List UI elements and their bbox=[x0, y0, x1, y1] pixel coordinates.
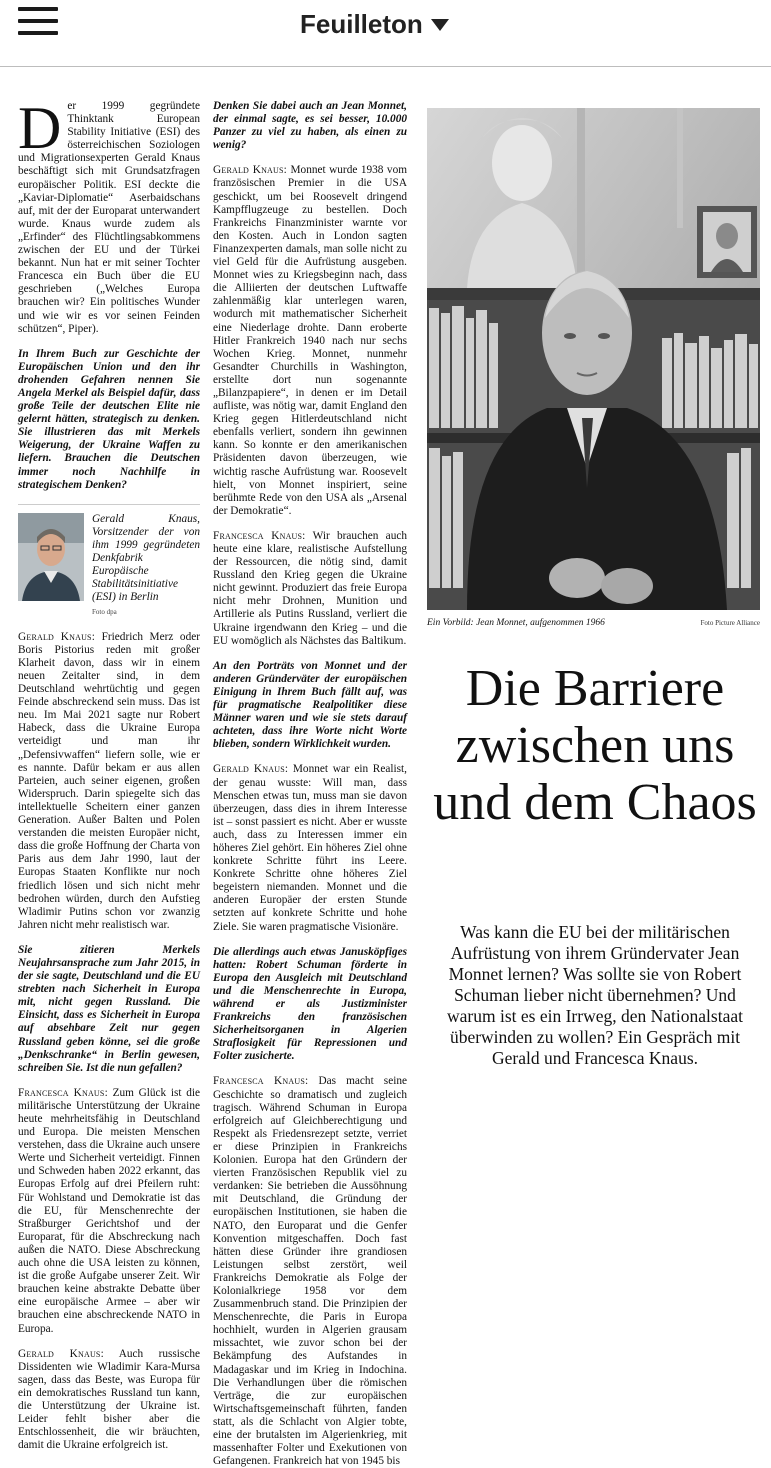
answer-text: Wir brauchen auch heute eine klare, realistische Aufstellung der Ressourcen, die nötig sind, damit Russland den Krieg gegen die Ukraine nicht gewinnt. Produziert das freie Europa nicht mehr Drohnen, Munition und Artillerie als Putins Russland, verliert die Ukraine irgendwann den Krieg – und die EU womöglich als Nächstes das Baltikum. bbox=[213, 529, 408, 647]
answer-3 bbox=[18, 1348, 200, 1453]
answer-text: Das macht seine Geschichte so dramatisch und zugleich tragisch. Während Schuman in Europa erfolgreich auf Gleichberechtigung und Respekt als Friedensrezept setzte, verriet er diese Prinzipien in Frankreichs Kolonien. Europa hat den Gründern der vierten Französischen Republik viel zu verdanken: Sie betrieben die Aussöhnung mit Deutschland, die Gründung der europäischen Institutionen, sie haben die NATO, den Europarat und die Genfer Konvention mitgeschaffen. Doch fast hätten diese Gründer ihre grandiosen Leistungen selbst zerstört, weil Frankreichs Demokratie als Folge der Kolonialkriege 1958 vor dem Zusammenbruch stand. Die Prinzipien der Menschenrechte, die Paris in Europa hochhielt, wurden in Algerien grausam missachtet, wie zuvor schon bei der Bekämpfung des Aufstandes in Madagaskar und im Krieg in Indochina. Die Verhandlungen über die römischen Verträge, die zur europäischen Wirtschaftsgemeinschaft führten, fanden statt, als die Schlacht von Algier tobte, eine der brutalsten im Algerienkrieg, mit massenhafter Folter und Exekutionen von Gefangenen. Frankreich hat von 1945 bis bbox=[213, 1075, 408, 1468]
bio-photo-credit: Foto dpa bbox=[92, 607, 117, 616]
answer-text: Monnet war ein Realist, der genau wusste: Will man, dass Menschen etwas tun, muss man sie davon überzeugen, dass dies in ihrem Interesse ist – sonst passiert es nicht. Aber er wusste auch, dass zu Interessen immer ein höheres Ziel gehört. Ein höheres Ziel ohne konkrete Schritte führt ins Leere. Konkrete Schritte ohne höheres Ziel begeistern niemanden. Monnet und die anderen Europäer der ersten Stunde setzten auf konkrete Schritte und hohe Ziele. Sie waren pragmatische Visionäre. bbox=[213, 763, 407, 933]
speaker-label: Gerald Knaus: bbox=[18, 630, 96, 643]
teaser: Was kann die EU bei der militärischen Aufrüstung von ihrem Gründervater Jean Monnet lernen? Was sollte sie von Robert Schuman lieber nicht übernehmen? Und warum ist es ein Irrweg, den Nationalstaat überwinden zu wollen? Ein Gespräch mit Gerald und Francesca Knaus. bbox=[447, 922, 743, 1068]
speaker-label: Gerald Knaus: bbox=[213, 763, 289, 776]
answer-5 bbox=[213, 530, 407, 648]
speaker-label: Gerald Knaus: bbox=[18, 1347, 104, 1360]
section-dropdown[interactable] bbox=[300, 6, 449, 42]
question-1: In Ihrem Buch zur Geschichte der Europäischen Union und den ihr drohenden Gefahren nennen Sie Angela Merkel als Beispiel dafür, dass große Teile der deutschen Elite nie gelernt hätten, strategisch zu denken. Sie illustrieren das mit Merkels Weigerung, der Ukraine Waffen zu liefern. Brauchen die Deutschen immer noch Nachhilfe in strategischem Denken? bbox=[18, 347, 200, 491]
top-bar bbox=[0, 0, 771, 48]
photo-caption bbox=[427, 618, 760, 628]
answer-text: Zum Glück ist die militärische Unterstützung der Ukraine heute mehrheitsfähig in Deutschland und Europa. Die meisten Menschen verstehen, dass die Ukraine auch unsere Werte und Sicherheit verteidigt. Finnen und Schweden haben 2022 erkannt, das Europas Erfolg auf drei Pfeilern ruht: Für Wohlstand und Demokratie ist das die EU, für Menschenrechte der Straßburger Gerichtshof und der Europarat, für die Abschreckung nach außen die NATO. Diese Abschreckung auch ohne die USA leisten zu können, ist die große Aufgabe unserer Zeit. Wir brauchen keine abstrakte Debatte über eine europäische Armee – aber wir brauchen eine abschreckende NATO in Europa. bbox=[18, 1086, 200, 1335]
answer-text: Friedrich Merz oder Boris Pistorius reden mit großer Klarheit davon, dass wir in einem neuen Zeitalter sind, in dem Deutschland wehrtüchtig und gegen Feinde abschreckend sein muss. Das ist neu. Im Mai 2021 sagte nur Robert Habeck, dass die Ukraine Europa verteidigt und man ihr „Defensivwaffen“ liefern solle, wie er es nannte. Dafür bekam er aus allen Parteien, auch seiner eigenen, großen Widerspruch. Darin spiegelte sich das intellektuelle Scheitern einer ganzen Generation. Außer Balten und Polen verstanden die meisten Europäer nicht, dass die große Hoffnung der Charta von Paris aus dem Jahr 1990, laut der Europas Staaten Konflikte nur noch friedlich lösen und sich nicht mehr bedrohen würden, durch den Aufstieg Wladimir Putins schon vor zwanzig Jahren nicht mehr realistisch war. bbox=[18, 630, 200, 931]
question-3: Denken Sie dabei auch an Jean Monnet, der einmal sagte, es sei besser, 10.000 Panzer zu viel zu haben, als einen zu wenig? bbox=[213, 100, 407, 152]
answer-4 bbox=[213, 164, 407, 518]
caret-down-icon bbox=[431, 19, 449, 31]
section-title: Feuilleton bbox=[300, 8, 423, 39]
article-column-2 bbox=[213, 100, 408, 1468]
page-divider bbox=[0, 66, 771, 67]
answer-2 bbox=[18, 1087, 200, 1336]
intro-text: er 1999 gegründete Thinktank European Stability Initiative (ESI) des österreichischen Soziologen und Migrationsexperten Gerald Knaus beschäftigt sich mit Grundsatzfragen europäischer Politik. ESI deckte die „Kaviar-Diplomatie“ Aserbaidschans auf, mit der der Europarat unterwandert wurde. Knaus wurde zudem als „Erfinder“ des Flüchtlingsabkommens zwischen der EU und der Türkei bekannt. Nun hat er mit seiner Tochter Francesca ein Buch über die EU geschrieben („Welches Europa brauchen wir? Ein politisches Wunder und wie wir es vor seinen Feinden schützen“, Piper). bbox=[18, 100, 200, 335]
monnet-photo bbox=[427, 108, 760, 610]
answer-1 bbox=[18, 631, 200, 932]
question-4: An den Porträts von Monnet und der anderen Gründerväter der europäischen Einigung in Ihrem Buch fällt auf, was für pragmatische Realpolitiker diese Männer waren und wie sie stets darauf achteten, dass ihre Worte nicht Worte blieben, sondern Wirklichkeit wurden. bbox=[213, 659, 407, 751]
hamburger-icon[interactable] bbox=[18, 7, 58, 37]
answer-7 bbox=[213, 1075, 407, 1468]
author-bio bbox=[18, 504, 200, 619]
photo-credit: Foto Picture Alliance bbox=[700, 619, 760, 627]
speaker-label: Francesca Knaus: bbox=[213, 1075, 309, 1088]
drop-cap: D bbox=[18, 95, 62, 161]
caption-text: Ein Vorbild: Jean Monnet, aufgenommen 1966 bbox=[427, 618, 605, 628]
answer-6 bbox=[213, 763, 407, 933]
question-2: Sie zitieren Merkels Neujahrsansprache zum Jahr 2015, in der sie sagte, Deutschland und die EU strebten nach Sicherheit in Europa mit, nicht gegen Russland. Die Einsicht, dass es Sicherheit in Europa auf absehbare Zeit nur gegen Russland geben könne, sei die große „Denkschranke“ in Berlin gewesen, schreiben Sie. Ist die nun gefallen? bbox=[18, 943, 200, 1074]
speaker-label: Gerald Knaus: bbox=[213, 164, 287, 177]
intro-paragraph bbox=[18, 95, 200, 336]
bio-text: Gerald Knaus, Vorsitzender der von ihm 1999 gegründeten Denkfabrik Europäische Stabilitätsinitiative (ESI) in Berlin bbox=[92, 512, 200, 603]
article-column-1 bbox=[18, 95, 201, 1452]
headline: Die Barriere zwischen uns und dem Chaos bbox=[433, 660, 757, 831]
answer-text: Monnet wurde 1938 vom französischen Premier in die USA geschickt, um bei Roosevelt dringend Kampfflugzeuge zu bestellen. Doch Frankreichs Finanzminister warnte vor den Kosten. Auch in London sagten Finanzexperten damals, man solle nicht zu viel Geld für die Aufrüstung ausgeben. Monnet wies zu Kriegsbeginn nach, dass die Alliierten der deutschen Luftwaffe zahlenmäßig klar unterlegen waren, wodurch mit mathematischer Sicherheit eine Niederlage drohte. Dann eroberte Hitler Frankreich 1940 nach nur sechs Wochen Krieg. Monnet, nunmehr Gesandter Churchills in Washington, erstellte dort nun sogenannte „Bilanzpapiere“, in denen er im Detail aufliste, was nötig war, damit England den Krieg gegen Hitlerdeutschland nicht ebenfalls verliert, sondern ihn gewinnen kann. So konnte er den amerikanischen Präsidenten davon überzeugen, wie wichtig rasche Aufrüstung war. Roosevelt hielt, von Monnet inspiriert, seine berühmte Rede von den USA als „Arsenal der Demokratie“. bbox=[213, 164, 408, 517]
question-5: Die allerdings auch etwas Janusköpfiges hatten: Robert Schuman förderte in Europa den Ausgleich mit Deutschland und die Menschenrechte in Europa, während er als Justizminister Frankreichs den französischen Sicherheitsorganen in Algerien Straflosigkeit für Repressionen und Folter zusicherte. bbox=[213, 945, 407, 1063]
speaker-label: Francesca Knaus: bbox=[18, 1086, 108, 1099]
speaker-label: Francesca Knaus: bbox=[213, 529, 306, 542]
author-portrait bbox=[18, 513, 84, 601]
answer-text: Auch russische Dissidenten wie Wladimir Kara-Mursa sagen, dass das Beste, was Europa für ein demokratisches Russland tun kann, die Unterstützung der Ukraine ist. Leider fehlt bisher aber die Entschlossenheit, die wir bräuchten, damit die Ukraine erfolgreich ist. bbox=[18, 1347, 201, 1452]
